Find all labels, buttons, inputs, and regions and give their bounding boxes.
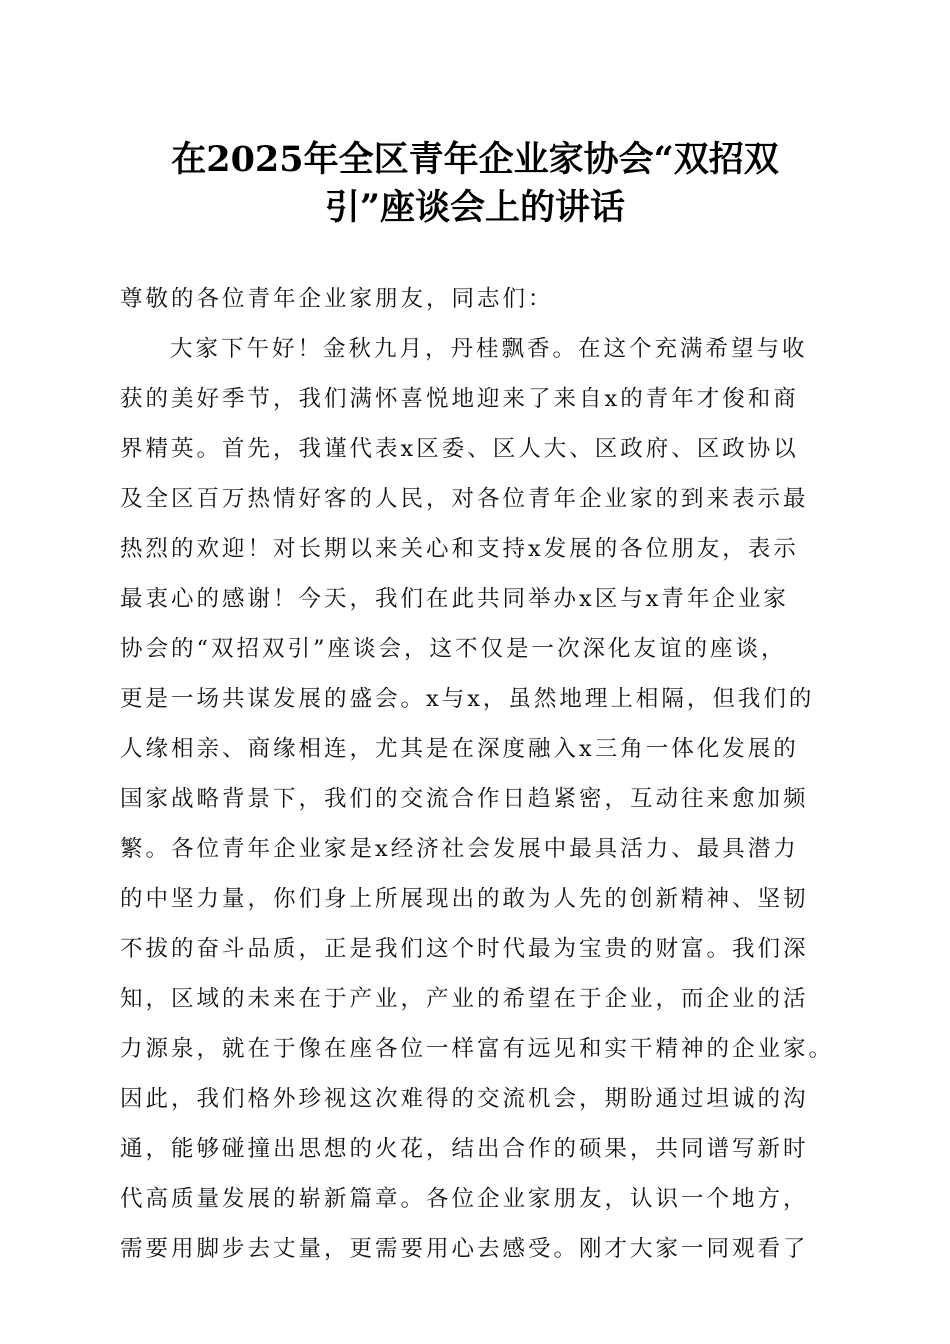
paragraph-line: 人缘相亲、商缘相连，尤其是在深度融入x三角一体化发展的 — [120, 736, 799, 762]
paragraph-line: 需要用脚步去丈量，更需要用心去感受。刚才大家一同观看了 — [120, 1236, 809, 1262]
paragraph-line: 获的美好季节，我们满怀喜悦地迎来了来自x的青年才俊和商 — [120, 386, 799, 412]
paragraph-line: 力源泉，就在于像在座各位一样富有远见和实干精神的企业家。 — [120, 1036, 835, 1062]
paragraph-line: 协会的“双招双引”座谈会，这不仅是一次深化友谊的座谈， — [120, 636, 787, 662]
paragraph-line: 最衷心的感谢！今天，我们在此共同举办x区与x青年企业家 — [120, 586, 789, 612]
paragraph-line: 通，能够碰撞出思想的火花，结出合作的硕果，共同谱写新时 — [120, 1136, 809, 1162]
paragraph-line: 热烈的欢迎！对长期以来关心和支持x发展的各位朋友，表示 — [120, 536, 799, 562]
paragraph-line: 及全区百万热情好客的人民，对各位青年企业家的到来表示最 — [120, 486, 809, 512]
paragraph-line: 界精英。首先，我谨代表x区委、区人大、区政府、区政协以 — [120, 436, 799, 462]
paragraph-line: 因此，我们格外珍视这次难得的交流机会，期盼通过坦诚的沟 — [120, 1086, 809, 1112]
title-line-2: 引”座谈会上的讲话 — [324, 187, 626, 228]
document-body — [120, 274, 835, 1274]
paragraph-line: 更是一场共谋发展的盛会。x与x，虽然地理上相隔，但我们的 — [120, 686, 815, 712]
document-title — [120, 136, 830, 232]
paragraph-line: 大家下午好！金秋九月，丹桂飘香。在这个充满希望与收 — [170, 336, 808, 362]
title-line-1: 在2025年全区青年企业家协会“双招双 — [171, 139, 779, 180]
paragraph-line: 繁。各位青年企业家是x经济社会发展中最具活力、最具潜力 — [120, 836, 799, 862]
paragraph-line: 国家战略背景下，我们的交流合作日趋紧密，互动往来愈加频 — [120, 786, 809, 812]
paragraph-line: 知，区域的未来在于产业，产业的希望在于企业，而企业的活 — [120, 986, 809, 1012]
paragraph-line: 代高质量发展的崭新篇章。各位企业家朋友，认识一个地方， — [120, 1186, 809, 1212]
paragraph-line: 的中坚力量，你们身上所展现出的敢为人先的创新精神、坚韧 — [120, 886, 809, 912]
paragraph-line: 不拔的奋斗品质，正是我们这个时代最为宝贵的财富。我们深 — [120, 936, 809, 962]
salutation: 尊敬的各位青年企业家朋友，同志们： — [120, 286, 554, 312]
